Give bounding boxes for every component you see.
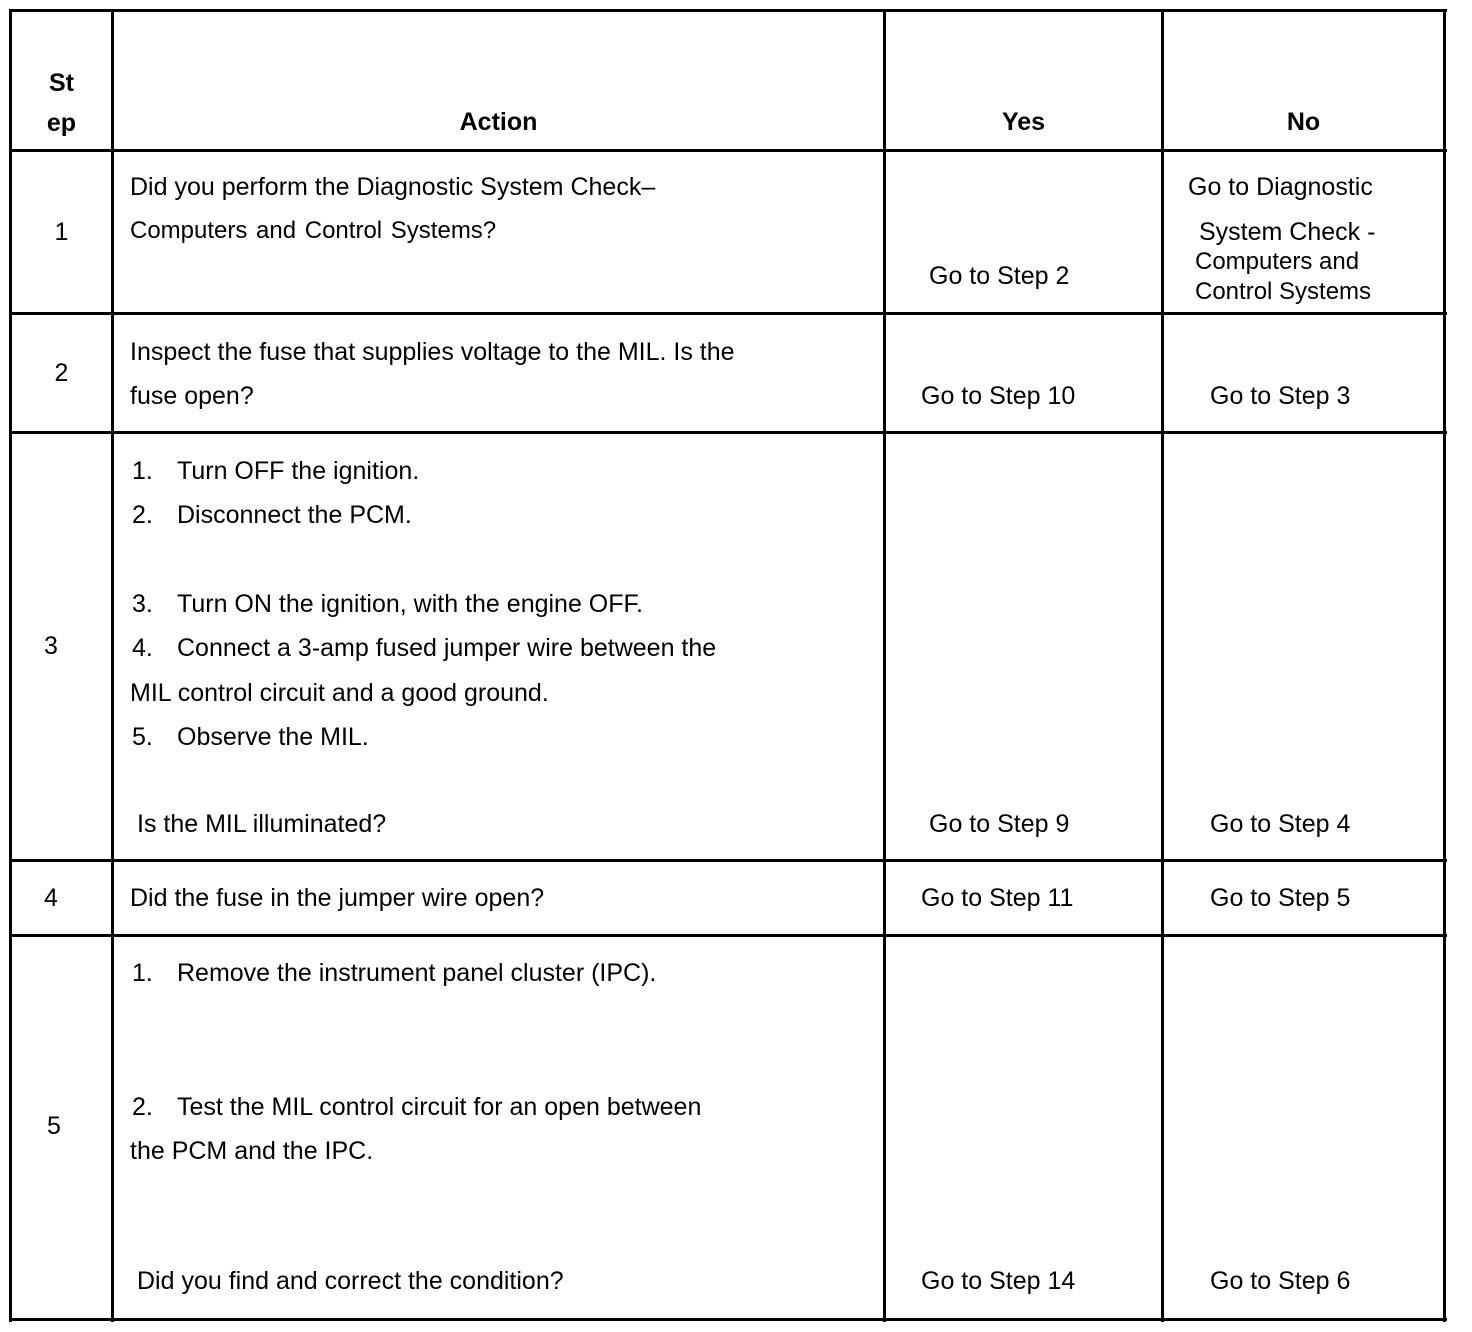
step-number: 5 (47, 1112, 61, 1140)
action-text: Test the MIL control circuit for an open between (177, 1093, 702, 1121)
list-number: 1. (132, 959, 153, 987)
list-number: 4. (132, 634, 153, 662)
action-question: Did you find and correct the condition? (137, 1267, 564, 1295)
action-text: MIL control circuit and a good ground. (130, 679, 549, 707)
action-text: Remove the instrument panel cluster (IPC). (177, 959, 657, 987)
list-number: 1. (132, 457, 153, 485)
step-number: 1 (54, 218, 69, 246)
header-divider (9, 149, 1447, 152)
action-text: Did the fuse in the jumper wire open? (130, 884, 545, 912)
header-yes: Yes (1001, 108, 1046, 136)
no-target: Go to Step 3 (1210, 382, 1351, 410)
row-divider (9, 859, 1447, 862)
no-target: Control Systems (1195, 278, 1372, 305)
no-target: Go to Step 4 (1210, 810, 1351, 838)
step-number: 2 (54, 359, 69, 387)
action-text: Disconnect the PCM. (177, 501, 412, 529)
no-target: Go to Diagnostic (1188, 173, 1373, 201)
table-border-bottom (9, 1318, 1447, 1321)
yes-target: Go to Step 9 (929, 810, 1070, 838)
step-number: 4 (44, 884, 58, 912)
no-target: Go to Step 5 (1210, 884, 1351, 912)
yes-target: Go to Step 10 (921, 382, 1076, 410)
action-text: the PCM and the IPC. (130, 1137, 374, 1165)
yes-target: Go to Step 14 (921, 1267, 1076, 1295)
action-text: Observe the MIL. (177, 723, 369, 751)
yes-target: Go to Step 11 (921, 884, 1074, 912)
yes-target: Go to Step 2 (929, 262, 1070, 290)
column-divider (883, 9, 886, 1322)
list-number: 3. (132, 590, 153, 618)
action-text: Turn OFF the ignition. (177, 457, 420, 485)
header-action: Action (459, 108, 538, 136)
row-divider (9, 934, 1447, 937)
action-text: Connect a 3-amp fused jumper wire between the (177, 634, 717, 662)
list-number: 5. (132, 723, 153, 751)
row-divider (9, 312, 1447, 315)
action-text: Inspect the fuse that supplies voltage to the MIL. Is the (130, 338, 735, 366)
list-number: 2. (132, 501, 153, 529)
table-border-right (1443, 9, 1446, 1322)
header-no: No (1286, 108, 1321, 136)
table-border-top (9, 9, 1447, 12)
list-number: 2. (132, 1093, 153, 1121)
no-target: Computers and (1195, 248, 1360, 275)
action-question: Is the MIL illuminated? (137, 810, 387, 838)
row-divider (9, 431, 1447, 434)
no-target: Go to Step 6 (1210, 1267, 1351, 1295)
action-text: fuse open? (130, 382, 254, 410)
step-number: 3 (44, 632, 58, 660)
action-text: Computers and Control Systems? (130, 217, 497, 244)
column-divider (111, 9, 114, 1322)
no-target: System Check - (1199, 218, 1376, 246)
action-text: Did you perform the Diagnostic System Check– (130, 173, 656, 201)
header-step: St ep (46, 69, 77, 137)
column-divider (1161, 9, 1164, 1322)
action-text: Turn ON the ignition, with the engine OFF. (177, 590, 643, 618)
